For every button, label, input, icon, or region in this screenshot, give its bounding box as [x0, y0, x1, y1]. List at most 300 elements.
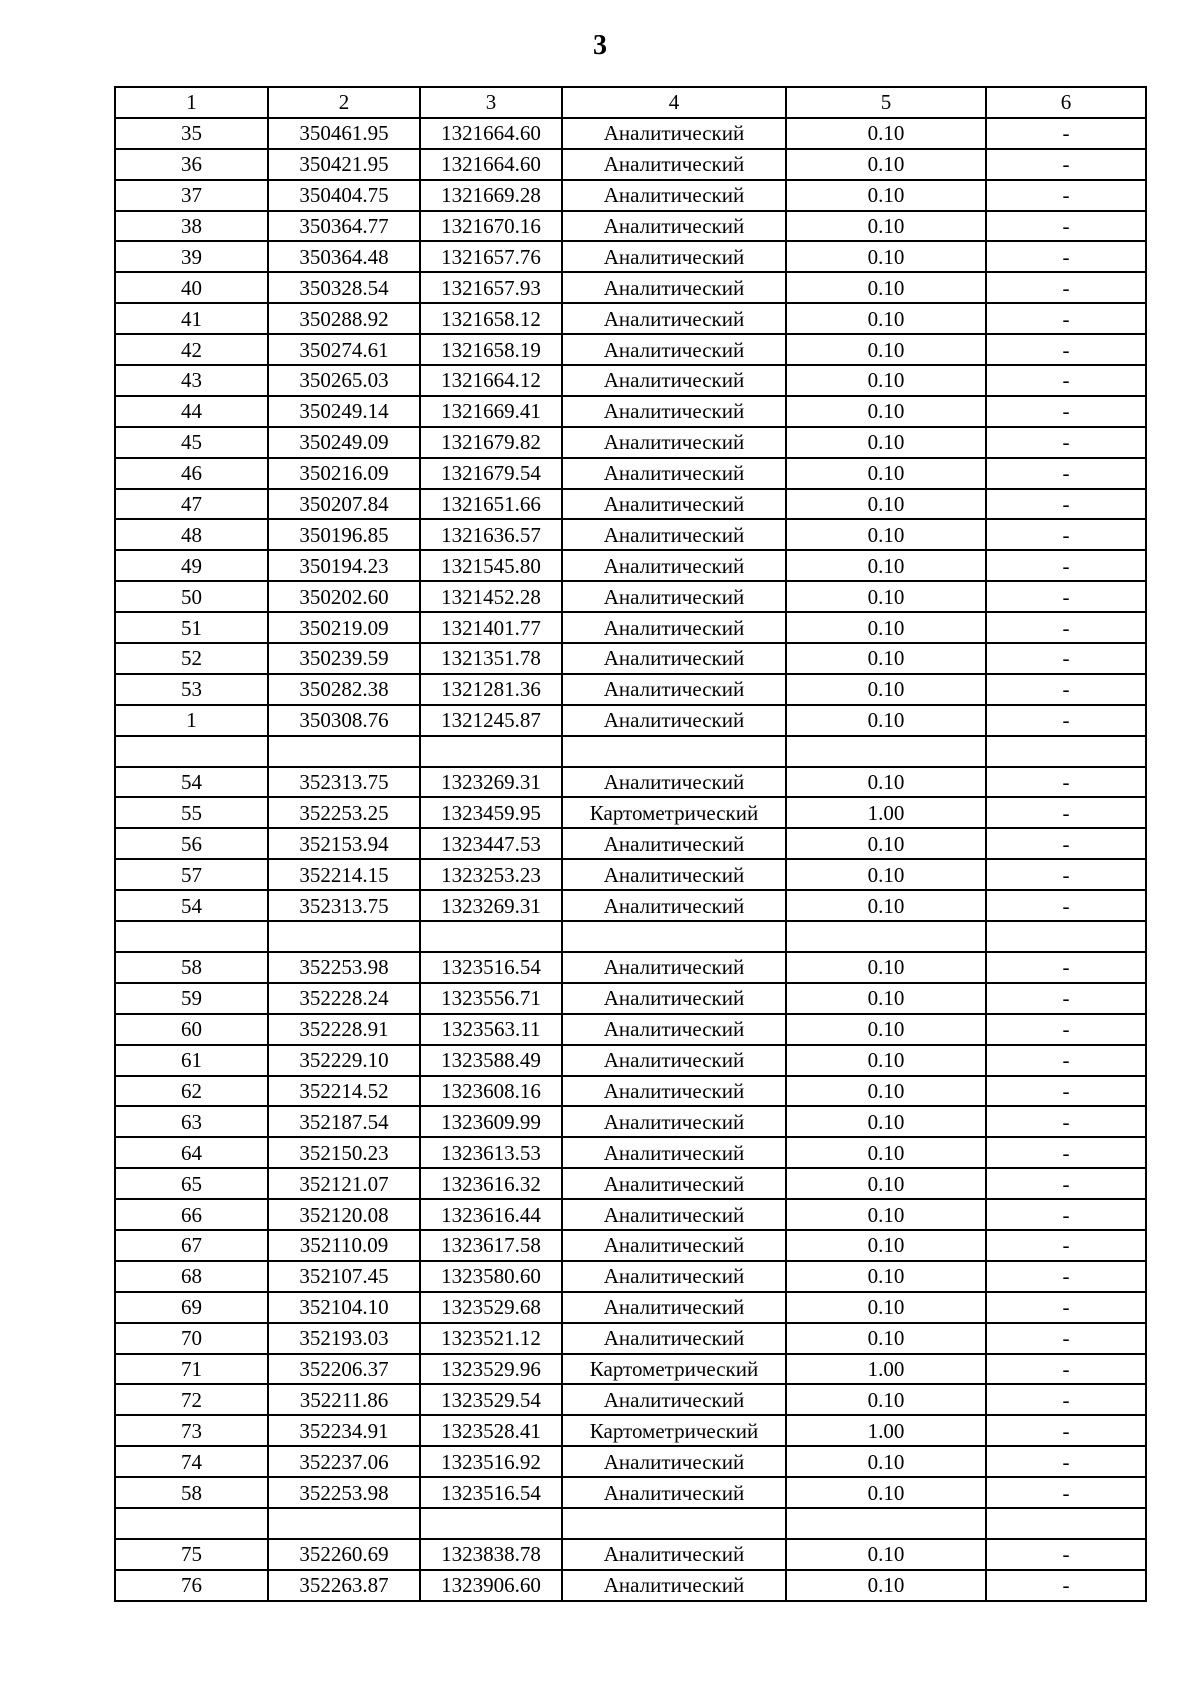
table-cell: 0.10 — [786, 1384, 986, 1415]
table-cell: Аналитический — [562, 365, 786, 396]
table-cell: - — [986, 1323, 1146, 1354]
table-cell: - — [986, 1384, 1146, 1415]
table-cell: - — [986, 1199, 1146, 1230]
table-row — [115, 550, 1146, 581]
table-cell — [420, 1508, 562, 1539]
table-cell — [115, 1508, 268, 1539]
table-cell: 67 — [115, 1230, 268, 1261]
table-cell: 76 — [115, 1570, 268, 1601]
table-cell: 1323563.11 — [420, 1014, 562, 1045]
table-cell: 1321281.36 — [420, 674, 562, 705]
table-cell: 40 — [115, 272, 268, 303]
table-cell: 350265.03 — [268, 365, 420, 396]
table-cell: 352211.86 — [268, 1384, 420, 1415]
table-cell: Аналитический — [562, 1199, 786, 1230]
table-row — [115, 1384, 1146, 1415]
table-cell: 0.10 — [786, 1539, 986, 1570]
table-cell: Аналитический — [562, 118, 786, 149]
column-header: 4 — [562, 87, 786, 118]
table-cell: 1321545.80 — [420, 550, 562, 581]
table-row — [115, 828, 1146, 859]
table-cell: - — [986, 149, 1146, 180]
table-cell: Аналитический — [562, 1137, 786, 1168]
table-cell: 1321657.93 — [420, 272, 562, 303]
table-row — [115, 767, 1146, 798]
table-cell: Аналитический — [562, 1446, 786, 1477]
table-row — [115, 272, 1146, 303]
table-cell: 39 — [115, 241, 268, 272]
table-cell: 1321664.60 — [420, 118, 562, 149]
table-cell: 65 — [115, 1168, 268, 1199]
table-cell: 74 — [115, 1446, 268, 1477]
table-cell: 1321679.82 — [420, 427, 562, 458]
table-cell: 1321679.54 — [420, 458, 562, 489]
table-cell: 350308.76 — [268, 705, 420, 736]
table-cell: 352234.91 — [268, 1415, 420, 1446]
table-row — [115, 612, 1146, 643]
table-cell: 0.10 — [786, 519, 986, 550]
table-row — [115, 1014, 1146, 1045]
table-cell: 57 — [115, 859, 268, 890]
table-cell: 1321669.28 — [420, 180, 562, 211]
table-cell: 352229.10 — [268, 1045, 420, 1076]
table-cell: Аналитический — [562, 211, 786, 242]
table-cell: 350207.84 — [268, 489, 420, 520]
table-cell: 70 — [115, 1323, 268, 1354]
table-cell: 1323269.31 — [420, 767, 562, 798]
table-cell: 350274.61 — [268, 334, 420, 365]
table-cell: 0.10 — [786, 1137, 986, 1168]
table-cell: 350461.95 — [268, 118, 420, 149]
table-cell: Аналитический — [562, 458, 786, 489]
table-cell: 0.10 — [786, 1570, 986, 1601]
table-row — [115, 1292, 1146, 1323]
table-cell: Аналитический — [562, 1384, 786, 1415]
table-row — [115, 581, 1146, 612]
table-cell: Аналитический — [562, 1323, 786, 1354]
table-cell: 68 — [115, 1261, 268, 1292]
table-cell: 1 — [115, 705, 268, 736]
table-cell: 350194.23 — [268, 550, 420, 581]
table-cell: 350282.38 — [268, 674, 420, 705]
table-row — [115, 797, 1146, 828]
table-row — [115, 1415, 1146, 1446]
table-cell: Аналитический — [562, 1230, 786, 1261]
table-cell — [115, 921, 268, 952]
table-cell: 45 — [115, 427, 268, 458]
table-cell: 352120.08 — [268, 1199, 420, 1230]
table-header — [115, 87, 1146, 118]
table-cell: 58 — [115, 952, 268, 983]
table-cell: - — [986, 1415, 1146, 1446]
table-cell: 350219.09 — [268, 612, 420, 643]
column-header: 6 — [986, 87, 1146, 118]
table-row — [115, 1446, 1146, 1477]
table-cell: 51 — [115, 612, 268, 643]
table-cell — [786, 921, 986, 952]
table-cell: - — [986, 612, 1146, 643]
table-cell: 352313.75 — [268, 767, 420, 798]
table-cell: - — [986, 797, 1146, 828]
table-cell: 352260.69 — [268, 1539, 420, 1570]
table-cell: 0.10 — [786, 890, 986, 921]
table-cell: 63 — [115, 1106, 268, 1137]
table-row — [115, 890, 1146, 921]
table-cell: 1323529.54 — [420, 1384, 562, 1415]
table-cell: - — [986, 1045, 1146, 1076]
table-cell: 0.10 — [786, 767, 986, 798]
table-cell — [986, 736, 1146, 767]
table-cell: 1323556.71 — [420, 983, 562, 1014]
table-cell: - — [986, 1354, 1146, 1385]
table-cell: Аналитический — [562, 643, 786, 674]
table-cell: 1323459.95 — [420, 797, 562, 828]
table-cell: 62 — [115, 1076, 268, 1107]
table-row — [115, 1137, 1146, 1168]
table-cell: 0.10 — [786, 334, 986, 365]
table-cell: Аналитический — [562, 1045, 786, 1076]
table-cell: 1321670.16 — [420, 211, 562, 242]
table-cell: 1321657.76 — [420, 241, 562, 272]
table-cell: 0.10 — [786, 489, 986, 520]
table-cell: 1321664.12 — [420, 365, 562, 396]
table-cell: Аналитический — [562, 828, 786, 859]
table-cell: 352263.87 — [268, 1570, 420, 1601]
table-cell: - — [986, 180, 1146, 211]
table-cell: 1321669.41 — [420, 396, 562, 427]
table-cell: Аналитический — [562, 859, 786, 890]
table-cell: 0.10 — [786, 1230, 986, 1261]
table-cell: Аналитический — [562, 427, 786, 458]
table-cell: 352153.94 — [268, 828, 420, 859]
table-cell: Аналитический — [562, 1539, 786, 1570]
table-cell — [268, 1508, 420, 1539]
coordinates-table — [114, 86, 1147, 1602]
table-cell: 1321664.60 — [420, 149, 562, 180]
table-cell: Аналитический — [562, 1292, 786, 1323]
table-row — [115, 1323, 1146, 1354]
table-cell: 0.10 — [786, 241, 986, 272]
table-cell: 1323529.96 — [420, 1354, 562, 1385]
table-cell: 53 — [115, 674, 268, 705]
table-cell: 1323253.23 — [420, 859, 562, 890]
table-cell: 49 — [115, 550, 268, 581]
column-header: 5 — [786, 87, 986, 118]
table-row — [115, 952, 1146, 983]
table-cell — [268, 921, 420, 952]
table-cell — [562, 1508, 786, 1539]
table-cell: 55 — [115, 797, 268, 828]
table-cell: 0.10 — [786, 581, 986, 612]
table-cell: 0.10 — [786, 396, 986, 427]
table-cell: - — [986, 519, 1146, 550]
table-cell: 352237.06 — [268, 1446, 420, 1477]
table-cell: - — [986, 1570, 1146, 1601]
table-cell — [986, 921, 1146, 952]
table-cell: 1323528.41 — [420, 1415, 562, 1446]
table-cell: - — [986, 427, 1146, 458]
table-cell: 0.10 — [786, 983, 986, 1014]
table-cell: - — [986, 118, 1146, 149]
table-row — [115, 1570, 1146, 1601]
table-cell: 1321658.19 — [420, 334, 562, 365]
table-cell: 0.10 — [786, 859, 986, 890]
table-cell: 1323529.68 — [420, 1292, 562, 1323]
table-cell: 1321651.66 — [420, 489, 562, 520]
table-cell: 350202.60 — [268, 581, 420, 612]
table-cell: Аналитический — [562, 983, 786, 1014]
table-cell: 37 — [115, 180, 268, 211]
column-header: 1 — [115, 87, 268, 118]
table-cell: 0.10 — [786, 303, 986, 334]
table-cell: 352228.24 — [268, 983, 420, 1014]
table-cell: 0.10 — [786, 1323, 986, 1354]
table-cell: 0.10 — [786, 674, 986, 705]
table-cell: 0.10 — [786, 1076, 986, 1107]
table-cell — [420, 736, 562, 767]
table-cell: 352313.75 — [268, 890, 420, 921]
table-row — [115, 859, 1146, 890]
table-cell: 54 — [115, 767, 268, 798]
table-cell: - — [986, 1261, 1146, 1292]
table-cell: - — [986, 1539, 1146, 1570]
table-cell: 1323580.60 — [420, 1261, 562, 1292]
table-cell: 350404.75 — [268, 180, 420, 211]
table-cell: 1321245.87 — [420, 705, 562, 736]
table-cell: 352228.91 — [268, 1014, 420, 1045]
table-row — [115, 1261, 1146, 1292]
table-cell: 0.10 — [786, 272, 986, 303]
table-cell: 352107.45 — [268, 1261, 420, 1292]
table-cell: 47 — [115, 489, 268, 520]
table-cell: - — [986, 1137, 1146, 1168]
table-cell: Аналитический — [562, 1076, 786, 1107]
table-cell: 1323516.54 — [420, 952, 562, 983]
table-cell: 1323516.92 — [420, 1446, 562, 1477]
table-cell: 0.10 — [786, 1014, 986, 1045]
table-cell: 75 — [115, 1539, 268, 1570]
table-row — [115, 180, 1146, 211]
table-cell: 350239.59 — [268, 643, 420, 674]
table-cell: 1323516.54 — [420, 1477, 562, 1508]
table-cell: 1323447.53 — [420, 828, 562, 859]
table-cell: - — [986, 1106, 1146, 1137]
table-body — [115, 118, 1146, 1601]
table-cell: - — [986, 705, 1146, 736]
table-cell: - — [986, 643, 1146, 674]
table-cell: - — [986, 241, 1146, 272]
table-row — [115, 1106, 1146, 1137]
table-cell: - — [986, 890, 1146, 921]
table-cell: - — [986, 767, 1146, 798]
table-row — [115, 705, 1146, 736]
table-cell: 350328.54 — [268, 272, 420, 303]
table-cell: Аналитический — [562, 1106, 786, 1137]
table-cell: 1.00 — [786, 1415, 986, 1446]
table-cell: 1323616.32 — [420, 1168, 562, 1199]
table-cell: 1.00 — [786, 1354, 986, 1385]
table-cell: 350421.95 — [268, 149, 420, 180]
table-row — [115, 1045, 1146, 1076]
table-cell: 1323906.60 — [420, 1570, 562, 1601]
table-cell: - — [986, 211, 1146, 242]
table-cell: - — [986, 550, 1146, 581]
table-row — [115, 1539, 1146, 1570]
table-cell: 73 — [115, 1415, 268, 1446]
table-row — [115, 365, 1146, 396]
table-cell: - — [986, 396, 1146, 427]
table-cell: 352193.03 — [268, 1323, 420, 1354]
table-cell: Аналитический — [562, 334, 786, 365]
table-cell: 352253.25 — [268, 797, 420, 828]
table-row — [115, 211, 1146, 242]
table-cell: Аналитический — [562, 1014, 786, 1045]
table-cell: 1323609.99 — [420, 1106, 562, 1137]
table-cell: Картометрический — [562, 797, 786, 828]
table-row — [115, 921, 1146, 952]
table-cell: 0.10 — [786, 643, 986, 674]
table-cell: - — [986, 952, 1146, 983]
table-cell: 1323617.58 — [420, 1230, 562, 1261]
table-cell: 0.10 — [786, 427, 986, 458]
table-cell: 0.10 — [786, 1199, 986, 1230]
table-cell: 52 — [115, 643, 268, 674]
table-cell — [268, 736, 420, 767]
table-cell: - — [986, 1230, 1146, 1261]
table-row — [115, 149, 1146, 180]
table-cell: 0.10 — [786, 705, 986, 736]
table-row — [115, 334, 1146, 365]
table-cell: 1323613.53 — [420, 1137, 562, 1168]
table-cell: 1321401.77 — [420, 612, 562, 643]
table-cell: 1321658.12 — [420, 303, 562, 334]
table-cell: 350364.77 — [268, 211, 420, 242]
table-cell: 0.10 — [786, 550, 986, 581]
table-cell: - — [986, 334, 1146, 365]
table-row — [115, 489, 1146, 520]
table-cell: - — [986, 983, 1146, 1014]
table-cell: 0.10 — [786, 1446, 986, 1477]
table-cell: - — [986, 1076, 1146, 1107]
table-cell: Аналитический — [562, 705, 786, 736]
table-cell: 0.10 — [786, 952, 986, 983]
table-cell: 352214.15 — [268, 859, 420, 890]
table-cell: - — [986, 1168, 1146, 1199]
table-cell: 66 — [115, 1199, 268, 1230]
table-cell: 352253.98 — [268, 952, 420, 983]
table-cell: 1323608.16 — [420, 1076, 562, 1107]
table-cell: 38 — [115, 211, 268, 242]
table-cell: Аналитический — [562, 1168, 786, 1199]
table-cell: 35 — [115, 118, 268, 149]
table-cell: 0.10 — [786, 828, 986, 859]
table-row — [115, 983, 1146, 1014]
table-cell: - — [986, 1446, 1146, 1477]
table-cell: 352187.54 — [268, 1106, 420, 1137]
table-cell: - — [986, 1477, 1146, 1508]
table-cell: Аналитический — [562, 1570, 786, 1601]
table-cell — [786, 736, 986, 767]
table-cell — [986, 1508, 1146, 1539]
table-cell: 71 — [115, 1354, 268, 1385]
table-cell: 352214.52 — [268, 1076, 420, 1107]
table-cell: 1.00 — [786, 797, 986, 828]
table-cell: Аналитический — [562, 272, 786, 303]
table-row — [115, 1477, 1146, 1508]
table-row — [115, 396, 1146, 427]
table-cell: Аналитический — [562, 612, 786, 643]
table-cell: 43 — [115, 365, 268, 396]
table-row — [115, 1076, 1146, 1107]
table-row — [115, 118, 1146, 149]
table-cell: 72 — [115, 1384, 268, 1415]
table-cell: 0.10 — [786, 1261, 986, 1292]
table-cell: - — [986, 1014, 1146, 1045]
table-cell: - — [986, 489, 1146, 520]
table-cell: 0.10 — [786, 1106, 986, 1137]
table-cell: 352150.23 — [268, 1137, 420, 1168]
table-cell: 0.10 — [786, 118, 986, 149]
table-cell: Аналитический — [562, 519, 786, 550]
table-row — [115, 427, 1146, 458]
table-cell: - — [986, 1292, 1146, 1323]
table-cell: 1321351.78 — [420, 643, 562, 674]
table-cell: 60 — [115, 1014, 268, 1045]
table-cell: 58 — [115, 1477, 268, 1508]
table-cell: 0.10 — [786, 180, 986, 211]
table-cell: 0.10 — [786, 612, 986, 643]
table-cell: 350364.48 — [268, 241, 420, 272]
table-cell: Аналитический — [562, 396, 786, 427]
table-cell: 352110.09 — [268, 1230, 420, 1261]
table-cell: 1323838.78 — [420, 1539, 562, 1570]
table-cell: 44 — [115, 396, 268, 427]
table-cell: 1323521.12 — [420, 1323, 562, 1354]
table-cell: Аналитический — [562, 890, 786, 921]
table-cell: 352206.37 — [268, 1354, 420, 1385]
table-cell: 0.10 — [786, 458, 986, 489]
table-cell: - — [986, 674, 1146, 705]
table-cell: 352253.98 — [268, 1477, 420, 1508]
table-cell: Аналитический — [562, 180, 786, 211]
table-cell: - — [986, 581, 1146, 612]
table-cell — [420, 921, 562, 952]
header-row — [115, 87, 1146, 118]
table-row — [115, 458, 1146, 489]
table-cell — [786, 1508, 986, 1539]
table-row — [115, 241, 1146, 272]
table-cell: 64 — [115, 1137, 268, 1168]
table-cell: 350288.92 — [268, 303, 420, 334]
table-cell: 50 — [115, 581, 268, 612]
column-header: 3 — [420, 87, 562, 118]
table-cell: Аналитический — [562, 767, 786, 798]
table-cell: Аналитический — [562, 149, 786, 180]
table-row — [115, 1230, 1146, 1261]
table-cell: 1321452.28 — [420, 581, 562, 612]
table-cell: 0.10 — [786, 1477, 986, 1508]
table-cell: Аналитический — [562, 303, 786, 334]
table-cell: 0.10 — [786, 365, 986, 396]
table-row — [115, 736, 1146, 767]
table-cell: 0.10 — [786, 1292, 986, 1323]
table-cell: 59 — [115, 983, 268, 1014]
table-cell: 350249.09 — [268, 427, 420, 458]
table-cell — [115, 736, 268, 767]
table-cell — [562, 921, 786, 952]
table-cell: Аналитический — [562, 581, 786, 612]
table-cell: 61 — [115, 1045, 268, 1076]
